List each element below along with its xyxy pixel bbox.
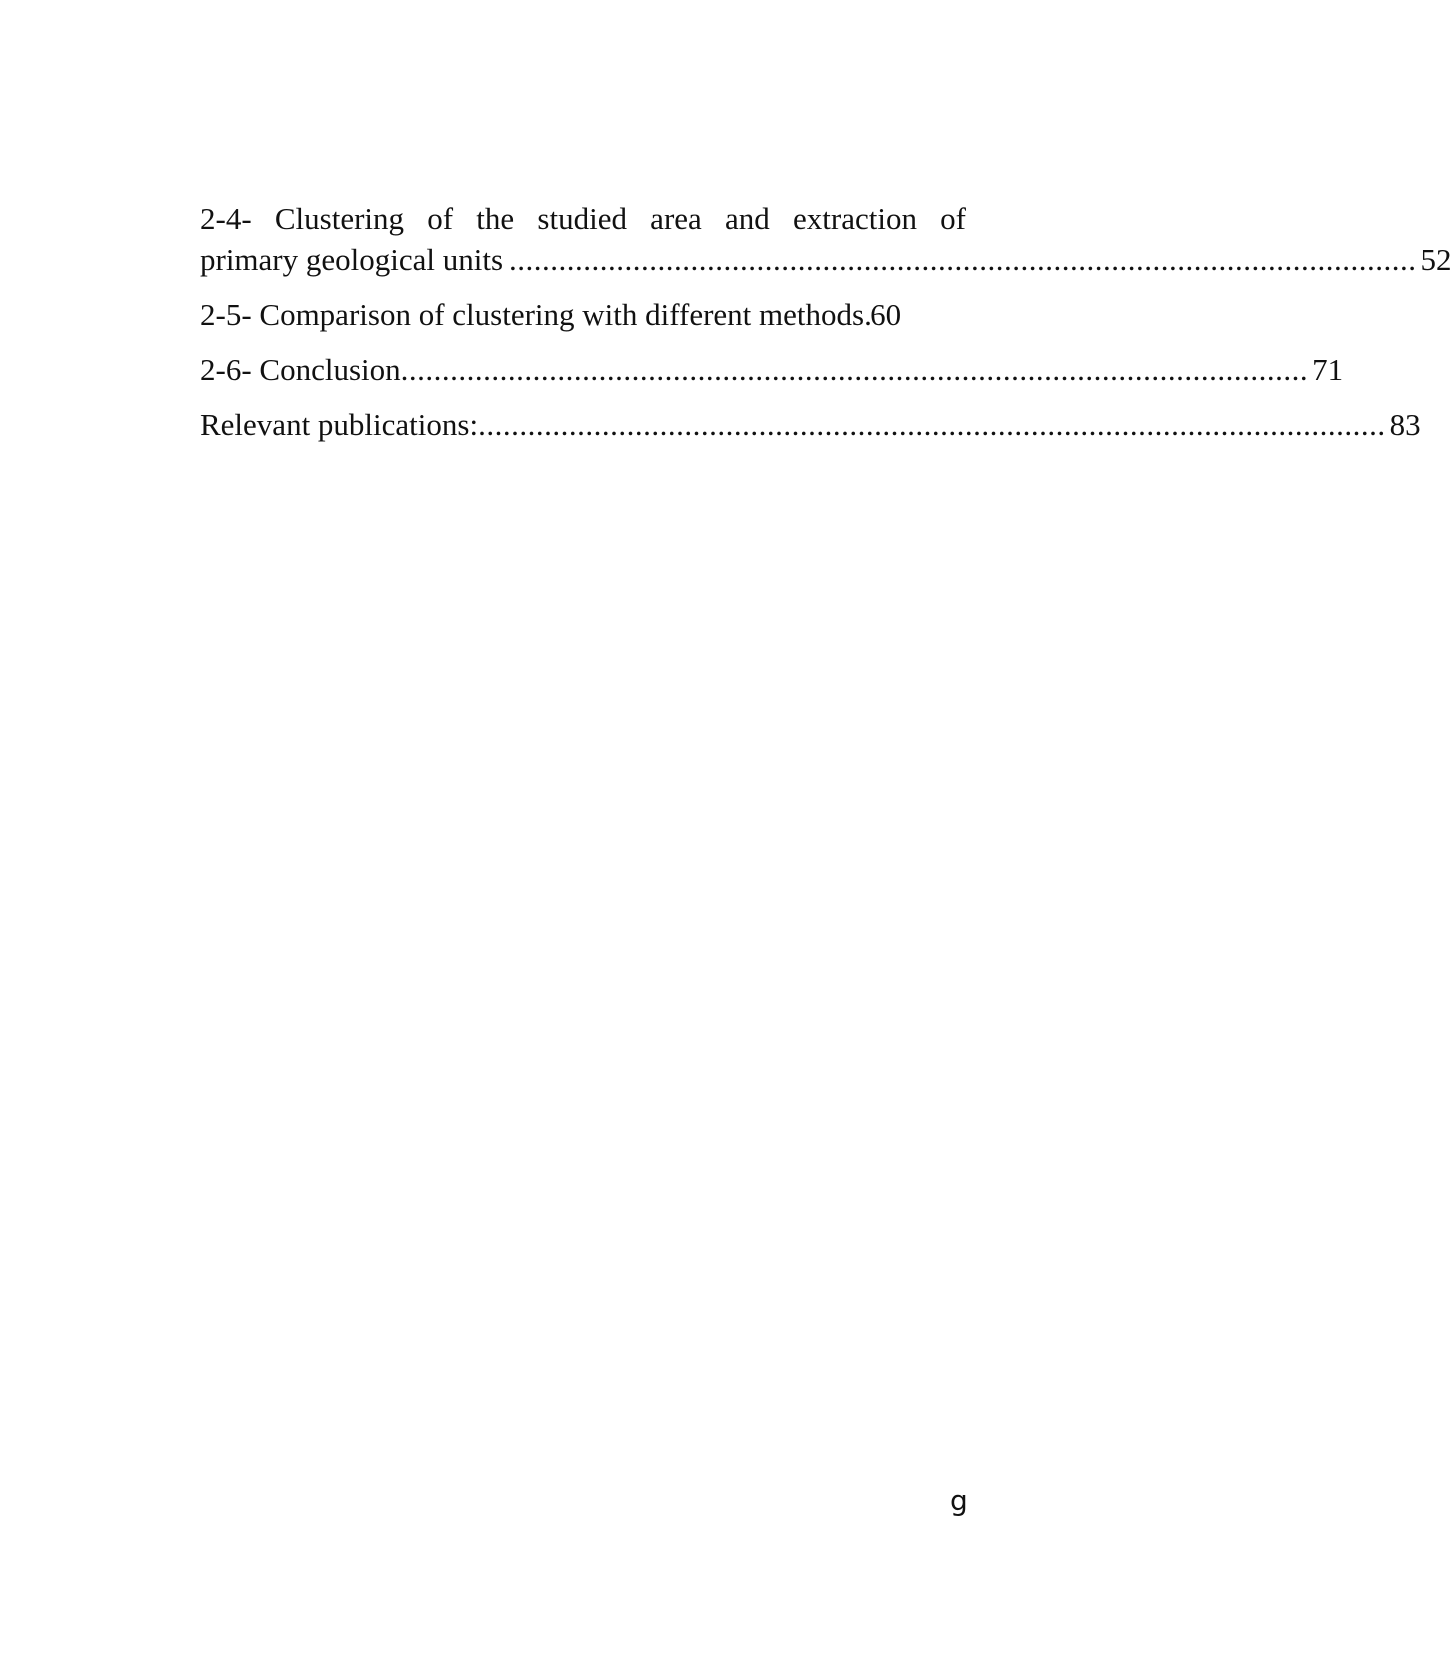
toc-entry-page: 60: [870, 297, 902, 332]
toc-entry-page: 83: [1389, 407, 1421, 442]
toc-entry-title-line1: 2-4- Clustering of the studied area and extraction of: [200, 201, 966, 236]
toc-entry-page: 71: [1312, 352, 1344, 387]
toc-entry-page: 52: [1420, 242, 1452, 277]
toc-entry-2-4[interactable]: [200, 198, 1452, 280]
toc-entry-title: 2-6- Conclusion: [200, 352, 401, 387]
dot-leader: ..............................................................................................................: [509, 242, 1417, 277]
toc-entry-relevant-publications[interactable]: [200, 404, 1421, 445]
table-of-contents: [200, 198, 1452, 445]
dot-leader: ..............................................................................................................: [478, 407, 1386, 442]
toc-entry-title-line2: primary geological units: [200, 242, 504, 277]
page-number: g: [950, 1484, 968, 1517]
toc-entry-line2: [200, 239, 1452, 280]
dot-leader: ..............................................................................................................: [400, 352, 1309, 387]
toc-entry-2-6[interactable]: [200, 349, 1344, 390]
toc-entry-title: Relevant publications:: [200, 407, 479, 442]
toc-entry-2-5[interactable]: [200, 294, 966, 335]
toc-entry-title: 2-5- Comparison of clustering with different methods: [200, 297, 865, 332]
dot-leader: .: [864, 297, 873, 332]
